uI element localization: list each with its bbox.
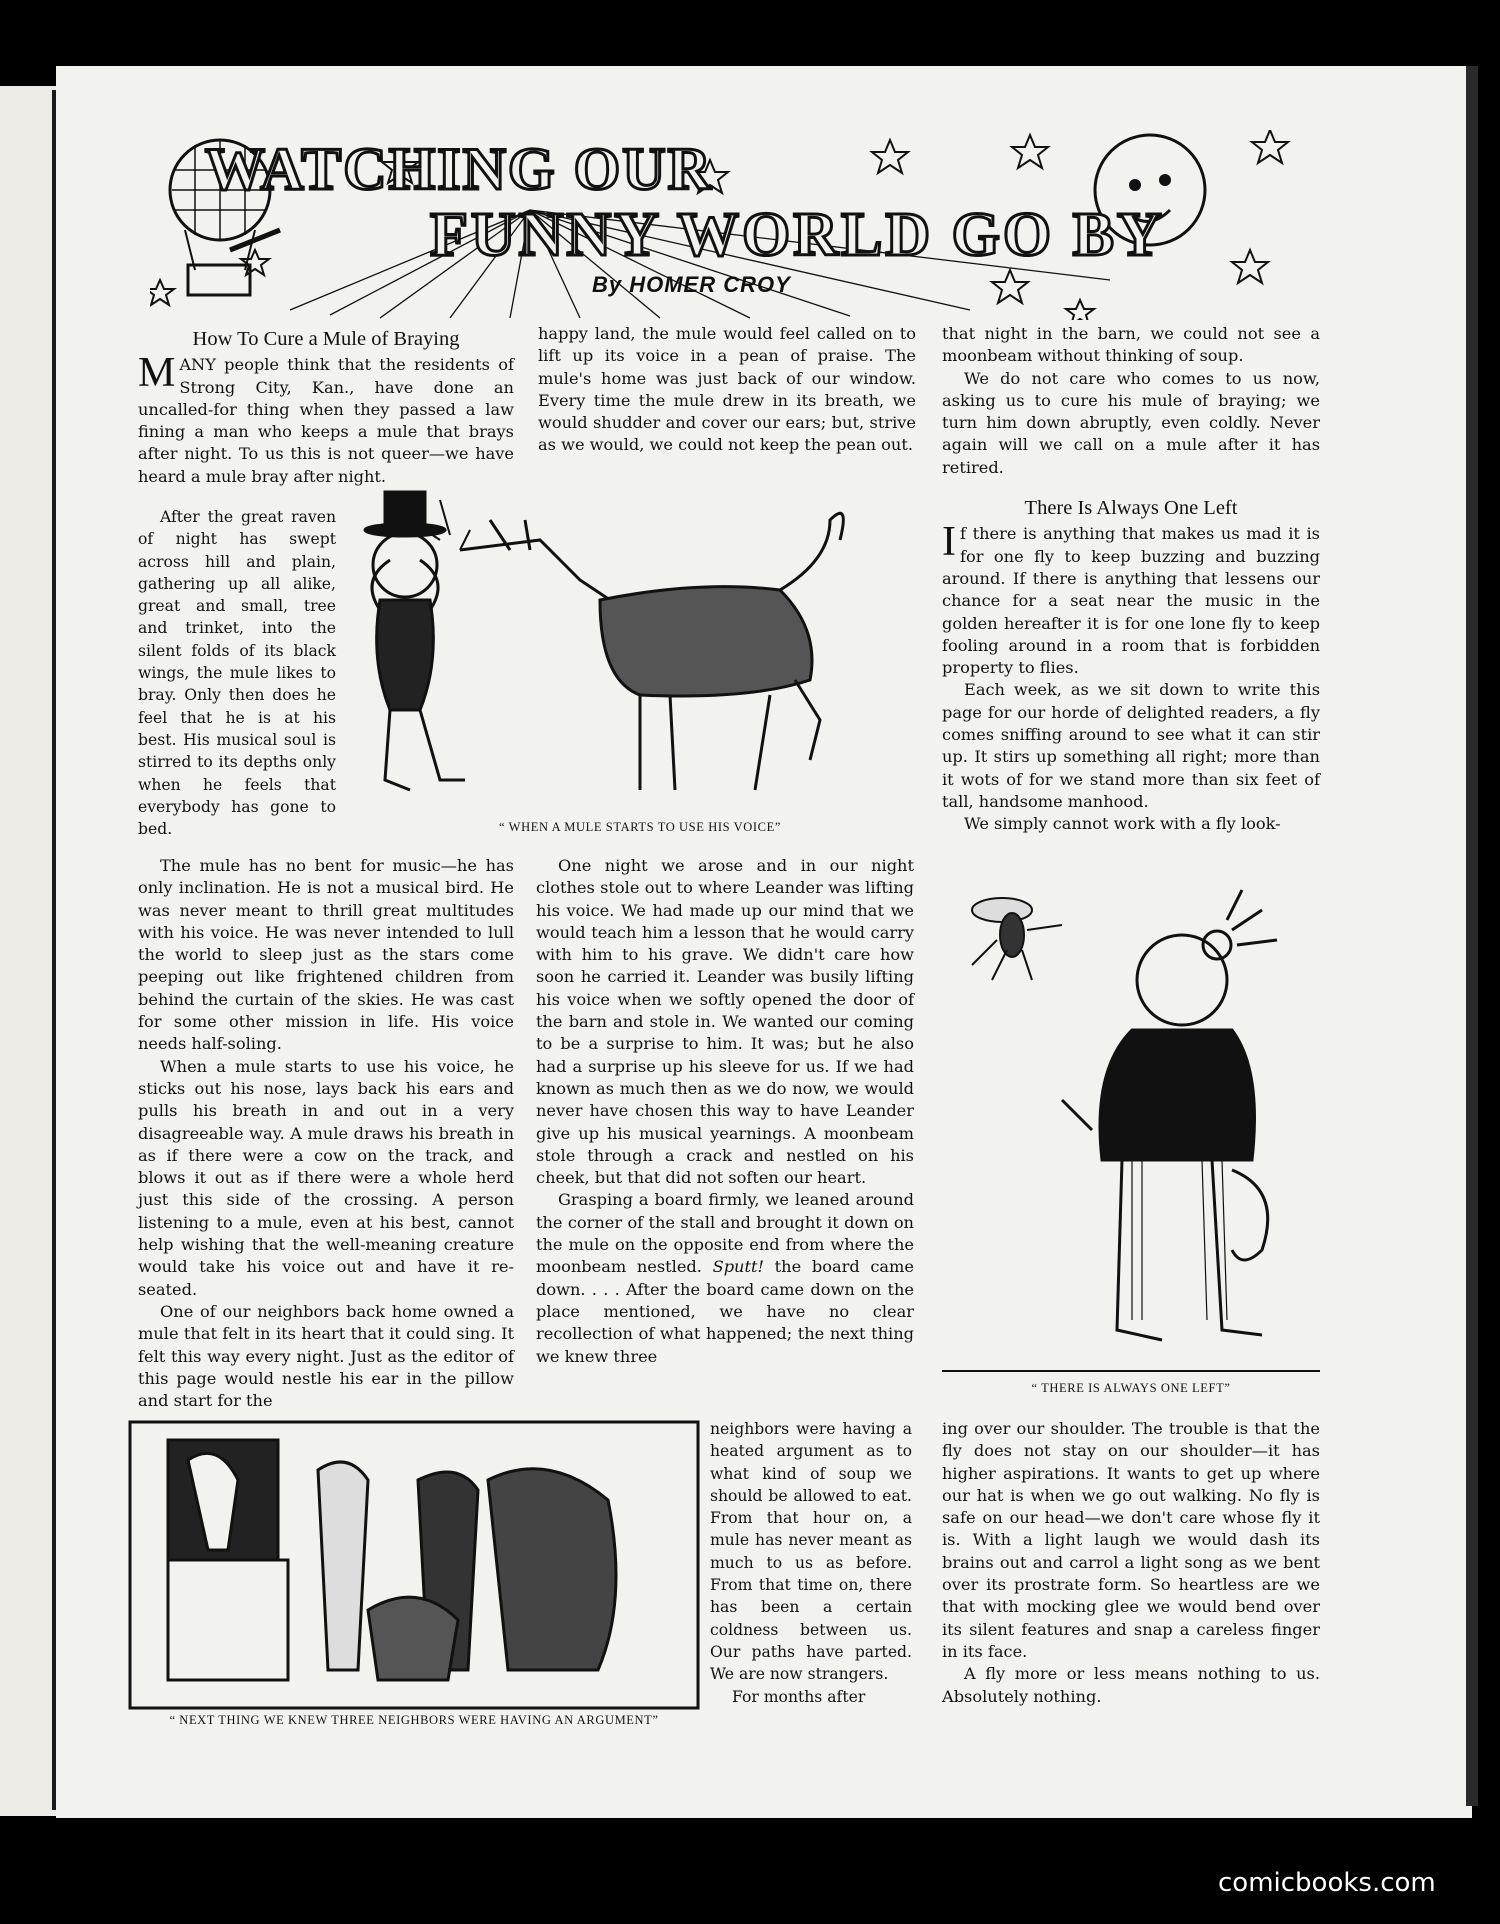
paragraph: We simply cannot work with a fly look- (964, 814, 1281, 834)
paragraph: neighbors were having a heated argument as to what kind of soup we should be allowed to eat. From that hour on, a mule has never meant as much to us as before. From that time on, there has been a certain coldness between us. Our paths have parted. We are now strangers. (710, 1420, 912, 1684)
paragraph: that night in the barn, we could not see a moonbeam without thinking of soup. (942, 324, 1320, 366)
column-1-narrow (138, 506, 336, 840)
angry-man-figure (1062, 890, 1277, 1340)
sputt-exclamation: Sputt! (712, 1257, 765, 1277)
page-edge-shadow (1466, 66, 1478, 1806)
man-covering-ears-figure (365, 492, 465, 790)
drop-cap: I (942, 519, 956, 566)
paragraph: MANY people think that the residents of Strong City, Kan., have done an uncalled-for thing when they passed a law fining a man who keeps a mule that brays after night. To us this is not queer—we have heard a mule bray after night. (138, 350, 514, 486)
fly-illustration (942, 870, 1320, 1372)
fly-icon (972, 898, 1062, 980)
column-2-narrow (710, 1418, 912, 1708)
paragraph: One night we arose and in our night clothes stole out to where Leander was lifting his voice. We had made up our mind that we would teach him a lesson that he would carry with him to his grave. We didn't care how soon he carried it. Leander was busily lifting his voice when we softly opened the door of the barn and stole in. We wanted our coming to be a surprise to him. It was; but he also had a surprise up his sleeve for us. If we had known as much then as we do now, we would never have chosen this way to have Leander give up his musical yearnings. A moonbeam stole through a crack and nestled on his cheek, but that did not soften our heart. (536, 856, 914, 1188)
column-1-top (138, 328, 514, 488)
article-heading-mule: How To Cure a Mule of Braying (192, 328, 460, 350)
paragraph: A fly more or less means nothing to us. Absolutely nothing. (942, 1664, 1320, 1706)
paragraph: Grasping a board firmly, we leaned around the corner of the stall and brought it down on the mule on the opposite end from where the moonbeam nestled. Sputt! the board came down. . . . After the board came down on the place mentioned, we have no clear recollection of what happened; the next thing we knew three (536, 1190, 914, 1366)
column-3-lower (942, 1418, 1320, 1708)
paragraph: After the great raven of night has swept across hill and plain, gathering up all alike, great and small, tree and trinket, into the silent folds of its black wings, the mule likes to bray. Only then does he feel that he is at his best. His musical soul is stirred to its depths only when he feels that everybody has gone to bed. (138, 508, 336, 839)
fly-caption: “ THERE IS ALWAYS ONE LEFT” (1031, 1381, 1231, 1395)
watermark: comicbooks.com (1218, 1868, 1436, 1898)
column-3-top (942, 323, 1320, 836)
mule-illustration (350, 480, 920, 816)
braying-mule-figure (460, 513, 843, 790)
paragraph: We do not care who comes to us now, asking us to cure his mule of braying; we turn him down abruptly, even coldly. Never again will we call on a mule after it has retired. (942, 368, 1320, 477)
facing-page-edge (0, 86, 60, 1816)
drop-cap: M (138, 350, 176, 397)
paragraph: happy land, the mule would feel called on to lift up its voice in a pean of praise. The mule's home was just back of our window. Every time the mule drew in its breath, we would shudder and cover our ears; but, strive as we would, we could not keep the pean out. (538, 324, 916, 455)
neighbors-caption: “ NEXT THING WE KNEW THREE NEIGHBORS WERE HAVING AN ARGUMENT” (169, 1713, 659, 1727)
paragraph: One of our neighbors back home owned a mule that felt in its heart that it could sing. It felt this way every night. Just as the editor of this page would nestle his ear in the pillow and start for the (138, 1301, 514, 1411)
masthead-title-line1: WATCHING OUR (205, 136, 713, 202)
paragraph: The mule has no bent for music—he has only inclination. He is not a musical bird. He was never meant to thrill great multitudes with his voice. He was never intended to lull the world to sleep just as the stars come peeping out like frightened children from behind the curtain of the skies. He was cast for some other mission in life. His voice needs half-soling. (138, 856, 514, 1054)
column-1-lower (138, 855, 514, 1412)
neighbors-argument-illustration (128, 1420, 700, 1710)
article-heading-fly: There Is Always One Left (1024, 497, 1238, 520)
paragraph: For months after (732, 1687, 866, 1706)
masthead-title-line2: FUNNY WORLD GO BY (430, 201, 1165, 269)
paragraph: Each week, as we sit down to write this page for our horde of delighted readers, a fly comes sniffing around to see what it can stir up. It stirs up something all right; more than it wots of for we stand more than six feet of tall, handsome manhood. (942, 680, 1320, 811)
column-2-top (538, 323, 916, 457)
paragraph: When a mule starts to use his voice, he sticks out his nose, lays back his ears and pulls his breath in and out in a very disagreeable way. A mule draws his breath in as if there were a cow on the track, and blows it out as if there were a whole herd just this side of the crossing. A person listening to a mule, even at his best, cannot help wishing that the well-meaning creature would take his voice out and have it re-seated. (138, 1056, 514, 1299)
mule-caption: “ WHEN A MULE STARTS TO USE HIS VOICE” (499, 820, 781, 834)
column-2-lower (536, 855, 914, 1368)
paragraph: ing over our shoulder. The trouble is that the fly does not stay on our shoulder—it has higher aspirations. It wants to get up where our hat is when we go out walking. No fly is safe on our head—we don't care whose fly it is. With a light laugh we would dash its brains out and carrol a light song as we bent over its prostrate form. So heartless are we that with mocking glee we would bend over its silent features and snap a careless finger in its face. (942, 1419, 1320, 1661)
byline: By HOMER CROY (592, 272, 791, 297)
paragraph: If there is anything that makes us mad it is for one fly to keep buzzing and buzzing around. If there is anything that lessens our chance for a seat near the music in the golden hereafter it is for one lone fly to keep fooling around in a room that is forbidden property to flies. (942, 519, 1320, 678)
